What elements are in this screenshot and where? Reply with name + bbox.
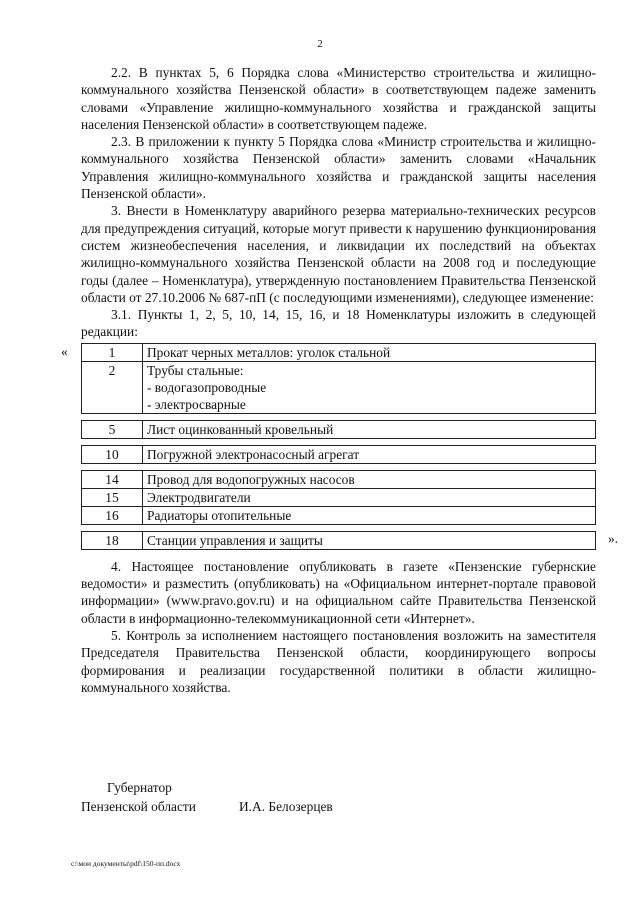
row-number: 14 <box>82 470 143 488</box>
row-number: 10 <box>82 445 143 463</box>
table-row <box>82 470 596 488</box>
row-text-line: Трубы стальные: <box>147 362 244 378</box>
table-row <box>82 361 596 413</box>
table-row <box>82 488 596 506</box>
paragraph-5: 5. Контроль за исполнением настоящего постановления возложить на заместителя Председателя Правительства Пензенской области, координирующего вопросы формирования и реализации государственной политики в области жилищно-коммунального хозяйства. <box>81 627 596 695</box>
row-number: 18 <box>82 531 143 549</box>
paragraph-2-3: 2.3. В приложении к пункту 5 Порядка слова «Министр строительства и жилищно-коммунального хозяйства Пензенской области» заменить словами «Начальник Управления жилищно-коммунального хозяйства и гражданской защиты населения Пензенской области». <box>81 134 596 202</box>
row-text <box>143 361 596 413</box>
signature-block <box>81 778 333 816</box>
row-text: Погружной электронасосный агрегат <box>143 445 596 463</box>
row-number: 15 <box>82 488 143 506</box>
nomenclature-table-group-4 <box>81 470 596 525</box>
table-row <box>82 506 596 524</box>
table-row <box>82 445 596 463</box>
row-text: Прокат черных металлов: уголок стальной <box>143 343 596 361</box>
signature-title-line1: Губернатор <box>107 780 172 795</box>
page-number: 2 <box>317 38 323 50</box>
row-text: Радиаторы отопительные <box>143 506 596 524</box>
nomenclature-table-block <box>61 343 618 550</box>
row-number: 1 <box>82 343 143 361</box>
row-number: 5 <box>82 420 143 438</box>
table-row <box>82 420 596 438</box>
row-text: Лист оцинкованный кровельный <box>143 420 596 438</box>
table-row <box>82 343 596 361</box>
footer-file-path: c:\мои документы\pdf\150-пп.docx <box>71 859 181 868</box>
paragraph-3: 3. Внести в Номенклатуру аварийного резерва материально-технических ресурсов для предупреждения ситуаций, которые могут привести к нарушению функционирования систем жизнеобеспечения населения, и ликвидации их последствий на объектах жилищно-коммунального хозяйства Пензенской области на 2008 год и последующие годы (далее – Номенклатура), утвержденную постановлением Правительства Пензенской области от 27.10.2006 № 687-пП (с последующими изменениями), следующее изменение: <box>81 203 596 305</box>
paragraph-2-2: 2.2. В пунктах 5, 6 Порядка слова «Министерство строительства и жилищно-коммунального хозяйства Пензенской области» в соответствующем падеже заменить словами «Управление жилищно-коммунального хозяйства и гражданской защиты населения Пензенской области» в соответствующем падеже. <box>81 65 596 132</box>
signature-title-line2: Пензенской области <box>81 799 196 814</box>
row-text: Провод для водопогружных насосов <box>143 470 596 488</box>
closing-quote: ». <box>607 531 618 547</box>
nomenclature-table-group-2 <box>81 420 596 439</box>
row-text: Станции управления и защиты <box>143 531 596 549</box>
nomenclature-table-group-3 <box>81 445 596 464</box>
nomenclature-table-group-1 <box>81 343 596 414</box>
table-row <box>82 531 596 549</box>
row-text-line: - водогазопроводные <box>147 379 267 395</box>
signature-name: И.А. Белозерцев <box>239 799 333 814</box>
opening-quote: « <box>61 343 68 359</box>
row-text-line: - электросварные <box>147 396 246 412</box>
row-text: Электродвигатели <box>143 488 596 506</box>
document-body <box>61 64 618 696</box>
nomenclature-table-group-5 <box>81 531 596 550</box>
row-number: 2 <box>82 361 143 413</box>
paragraph-3-1: 3.1. Пункты 1, 2, 5, 10, 14, 15, 16, и 18 Номенклатуры изложить в следующей редакции: <box>81 307 596 340</box>
row-number: 16 <box>82 506 143 524</box>
paragraph-4: 4. Настоящее постановление опубликовать в газете «Пензенские губернские ведомости» и разместить (опубликовать) на «Официальном интернет-портале правовой информации» (www.pravo.gov.ru) и на официальном сайте Правительства Пензенской области в информационно-телекоммуникационной сети «Интернет». <box>81 558 596 626</box>
